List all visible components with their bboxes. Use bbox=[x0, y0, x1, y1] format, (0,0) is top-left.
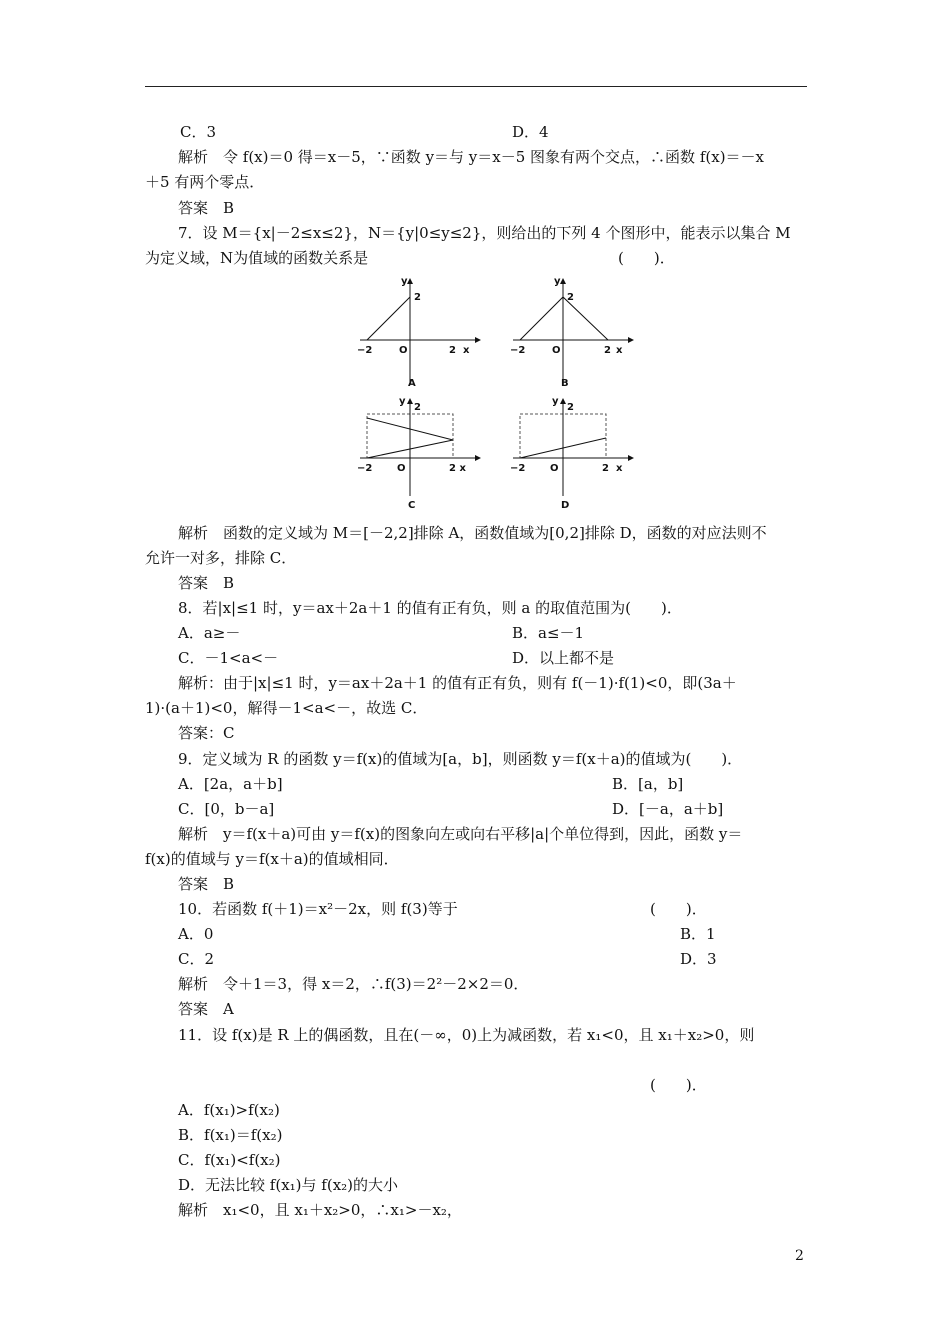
figure-a-left-tick: −2 bbox=[357, 345, 373, 356]
figure-a-x-label: x bbox=[463, 345, 470, 356]
figure-c-left-tick: −2 bbox=[357, 463, 373, 474]
q10-answer-paren: ( )． bbox=[650, 900, 707, 918]
figure-c-origin: O bbox=[397, 463, 406, 474]
figure-b-x-arrow bbox=[628, 337, 634, 343]
q6-analysis-line1: 解析 令 f(x)＝0 得＝x－5，∵函数 y＝与 y＝x－5 图象有两个交点，∴函数 f(x)＝－x bbox=[178, 148, 764, 166]
figure-a-right-tick: 2 bbox=[449, 345, 456, 356]
figure-b-y-label: y bbox=[554, 276, 561, 287]
header-rule bbox=[145, 86, 807, 87]
q11-answer-paren: ( )． bbox=[650, 1076, 707, 1094]
q11-option-c: C．f(x₁)<f(x₂) bbox=[178, 1151, 281, 1169]
figure-b-x-label: x bbox=[616, 345, 623, 356]
q8-option-d: D．以上都不是 bbox=[512, 649, 615, 667]
q9-analysis-line1: 解析 y＝f(x＋a)可由 y＝f(x)的图象向左或向右平移|a|个单位得到，因此，函数 y＝ bbox=[178, 825, 743, 843]
q7-stem-line2: 为定义域，N为值域的函数关系是 bbox=[145, 249, 369, 267]
figure-d-top-tick: 2 bbox=[567, 402, 574, 413]
figure-b-left-tick: −2 bbox=[510, 345, 526, 356]
q11-analysis: 解析 x₁<0，且 x₁＋x₂>0，∴x₁>－x₂， bbox=[178, 1201, 462, 1219]
q11-option-b: B．f(x₁)＝f(x₂) bbox=[178, 1126, 283, 1144]
q11-option-d: D．无法比较 f(x₁)与 f(x₂)的大小 bbox=[178, 1176, 399, 1194]
figure-d-y-arrow bbox=[560, 398, 566, 404]
figure-c-top-tick: 2 bbox=[414, 402, 421, 413]
figure-b-top-tick: 2 bbox=[567, 292, 574, 303]
q8-stem: 8．若|x|≤1 时，y＝ax＋2a＋1 的值有正有负，则 a 的取值范围为( )． bbox=[178, 599, 682, 617]
q7-answer: 答案 B bbox=[178, 574, 235, 592]
q10-analysis: 解析 令＋1＝3，得 x＝2，∴f(3)＝2²－2×2＝0． bbox=[178, 975, 529, 993]
q8-option-c: C．－1<a<－ bbox=[178, 649, 279, 667]
q10-option-b: B．1 bbox=[680, 925, 716, 943]
q6-analysis-line2: ＋5 有两个零点． bbox=[145, 173, 265, 191]
q8-option-a: A．a≥－ bbox=[178, 624, 241, 642]
q6-option-d: D．4 bbox=[512, 123, 549, 141]
figure-b-origin: O bbox=[552, 345, 561, 356]
q9-answer: 答案 B bbox=[178, 875, 235, 893]
figure-d-left-tick: −2 bbox=[510, 463, 526, 474]
q7-stem-line1: 7．设 M＝{x|－2≤x≤2}，N＝{y|0≤y≤2}，则给出的下列 4 个图形中，能表示以集合 M bbox=[178, 224, 791, 242]
figure-a-y-label: y bbox=[401, 276, 408, 287]
q9-option-b: B．[a，b] bbox=[612, 775, 684, 793]
figure-c-right-tick: 2 x bbox=[449, 463, 466, 474]
figure-a bbox=[355, 272, 485, 392]
figure-c-y-arrow bbox=[407, 398, 413, 404]
q11-option-a: A．f(x₁)>f(x₂) bbox=[178, 1101, 280, 1119]
q8-analysis-line2: 1)·(a＋1)<0，解得－1<a<－，故选 C． bbox=[145, 699, 428, 717]
figure-a-y-arrow bbox=[407, 278, 413, 284]
q7-analysis-line1: 解析 函数的定义域为 M＝[－2,2]排除 A，函数值域为[0,2]排除 D，函数的对应法则不 bbox=[178, 524, 767, 542]
q9-option-c: C．[0，b－a] bbox=[178, 800, 275, 818]
figure-d-y-label: y bbox=[552, 396, 559, 407]
q8-option-b: B．a≤－1 bbox=[512, 624, 585, 642]
q7-answer-paren: ( )． bbox=[618, 249, 675, 267]
q9-option-d: D．[－a，a＋b] bbox=[612, 800, 724, 818]
figure-d-x-arrow bbox=[628, 455, 634, 461]
figure-a-x-arrow bbox=[475, 337, 481, 343]
figure-c-x-arrow bbox=[475, 455, 481, 461]
q8-answer: 答案：C bbox=[178, 724, 235, 742]
figure-d bbox=[508, 394, 638, 516]
figure-b-right-tick: 2 bbox=[604, 345, 611, 356]
figure-d-right-tick: 2 bbox=[602, 463, 609, 474]
q10-answer: 答案 A bbox=[178, 1000, 234, 1018]
figure-a-caption: A bbox=[408, 378, 416, 389]
figure-b-graph bbox=[520, 297, 608, 340]
figure-c bbox=[355, 394, 485, 516]
figure-d-origin: O bbox=[550, 463, 559, 474]
q10-option-d: D．3 bbox=[680, 950, 717, 968]
q7-analysis-line2: 允许一对多，排除 C． bbox=[145, 549, 297, 567]
figure-c-caption: C bbox=[408, 500, 416, 511]
figure-a-graph bbox=[367, 297, 410, 340]
figure-b-caption: B bbox=[561, 378, 569, 389]
q10-stem: 10．若函数 f(＋1)＝x²－2x，则 f(3)等于 bbox=[178, 900, 458, 918]
figure-b-y-arrow bbox=[560, 278, 566, 284]
figure-a-top-tick: 2 bbox=[414, 292, 421, 303]
q11-stem: 11．设 f(x)是 R 上的偶函数，且在(－∞，0)上为减函数，若 x₁<0，且 x₁＋x₂>0，则 bbox=[178, 1026, 755, 1044]
figure-c-y-label: y bbox=[399, 396, 406, 407]
figure-a-origin: O bbox=[399, 345, 408, 356]
q10-option-c: C．2 bbox=[178, 950, 215, 968]
q6-option-c: C．3 bbox=[180, 123, 217, 141]
figure-d-x-label: x bbox=[616, 463, 623, 474]
q9-analysis-line2: f(x)的值域与 y＝f(x＋a)的值域相同． bbox=[145, 850, 399, 868]
page-number: 2 bbox=[795, 1248, 804, 1264]
figure-b bbox=[508, 272, 638, 392]
q9-option-a: A．[2a，a＋b] bbox=[178, 775, 283, 793]
q10-option-a: A．0 bbox=[178, 925, 214, 943]
q8-analysis-line1: 解析：由于|x|≤1 时，y＝ax＋2a＋1 的值有正有负，则有 f(－1)·f(1)<0，即(3a＋ bbox=[178, 674, 737, 692]
figure-d-caption: D bbox=[561, 500, 570, 511]
q6-answer: 答案 B bbox=[178, 199, 235, 217]
q9-stem: 9．定义域为 R 的函数 y＝f(x)的值域为[a，b]，则函数 y＝f(x＋a)的值域为( )． bbox=[178, 750, 743, 768]
